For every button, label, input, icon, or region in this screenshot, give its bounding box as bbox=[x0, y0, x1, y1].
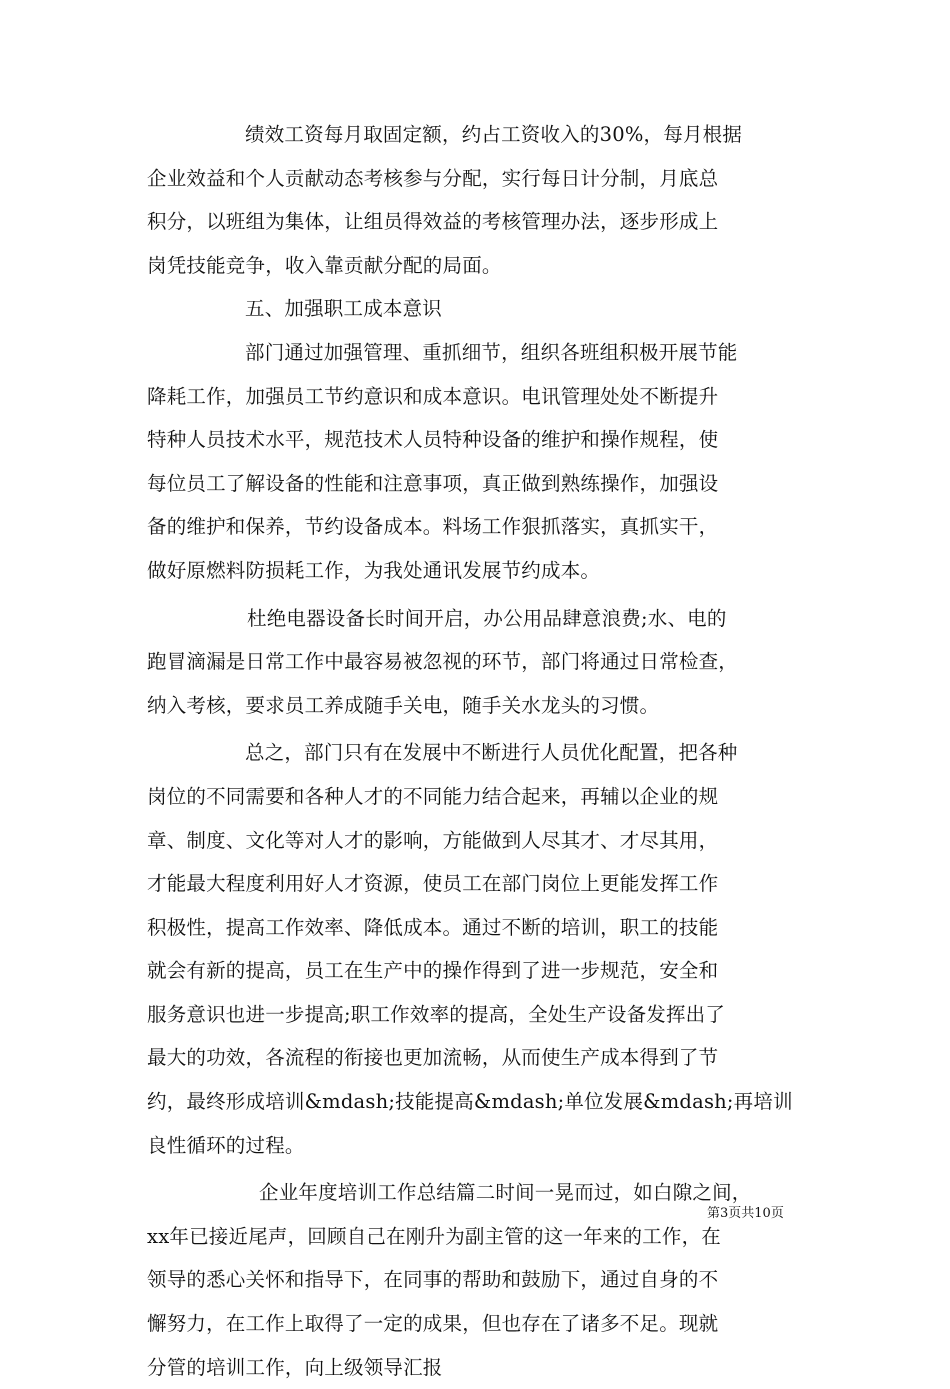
paragraph-line: 跑冒滴漏是日常工作中最容易被忽视的环节，部门将通过日常检查， bbox=[147, 650, 739, 674]
paragraph-line: xx年已接近尾声，回顾自己在刚升为副主管的这一年来的工作，在 bbox=[147, 1224, 721, 1248]
paragraph-line: 岗位的不同需要和各种人才的不同能力结合起来，再辅以企业的规 bbox=[147, 784, 719, 808]
paragraph-line: 分管的培训工作，向上级领导汇报 bbox=[147, 1355, 443, 1379]
paragraph-line: 积极性，提高工作效率、降低成本。通过不断的培训，职工的技能 bbox=[147, 915, 719, 939]
paragraph-line: 特种人员技术水平，规范技术人员特种设备的维护和操作规程，使 bbox=[147, 428, 719, 452]
paragraph-line: 杜绝电器设备长时间开启，办公用品肆意浪费;水、电的 bbox=[247, 606, 727, 630]
document-body bbox=[147, 113, 812, 1389]
paragraph-line: 企业效益和个人贡献动态考核参与分配，实行每日计分制，月底总 bbox=[147, 166, 719, 190]
paragraph-line: 部门通过加强管理、重抓细节，组织各班组积极开展节能 bbox=[245, 340, 738, 364]
paragraph-line: 每位员工了解设备的性能和注意事项，真正做到熟练操作，加强设 bbox=[147, 471, 719, 495]
paragraph-line: 备的维护和保养，节约设备成本。料场工作狠抓落实，真抓实干， bbox=[147, 515, 719, 539]
paragraph-line: 才能最大程度利用好人才资源，使员工在部门岗位上更能发挥工作 bbox=[147, 872, 719, 896]
paragraph-line: 岗凭技能竞争，收入靠贡献分配的局面。 bbox=[147, 253, 502, 277]
paragraph-line: 服务意识也进一步提高;职工作效率的提高，全处生产设备发挥出了 bbox=[147, 1002, 726, 1026]
paragraph-line: 降耗工作，加强员工节约意识和成本意识。电讯管理处处不断提升 bbox=[147, 384, 719, 408]
paragraph-line: 企业年度培训工作总结篇二时间一晃而过，如白隙之间， bbox=[259, 1181, 752, 1205]
paragraph-line: 约，最终形成培训&mdash;技能提高&mdash;单位发展&mdash;再培训 bbox=[147, 1090, 793, 1114]
page-number-footer: 第3页共10页 bbox=[707, 1206, 784, 1221]
paragraph-line: 最大的功效，各流程的衔接也更加流畅，从而使生产成本得到了节 bbox=[147, 1046, 719, 1070]
paragraph-line: 做好原燃料防损耗工作，为我处通讯发展节约成本。 bbox=[147, 558, 601, 582]
section-heading: 五、加强职工成本意识 bbox=[245, 297, 443, 321]
paragraph-line: 领导的悉心关怀和指导下，在同事的帮助和鼓励下，通过自身的不 bbox=[147, 1268, 719, 1292]
paragraph-line: 就会有新的提高，员工在生产中的操作得到了进一步规范，安全和 bbox=[147, 959, 719, 983]
paragraph-line: 懈努力，在工作上取得了一定的成果，但也存在了诸多不足。现就 bbox=[147, 1312, 719, 1336]
paragraph-line: 绩效工资每月取固定额，约占工资收入的30%，每月根据 bbox=[245, 123, 743, 146]
paragraph-line: 良性循环的过程。 bbox=[147, 1133, 305, 1157]
paragraph-line: 积分，以班组为集体，让组员得效益的考核管理办法，逐步形成上 bbox=[147, 210, 719, 234]
paragraph-line: 章、制度、文化等对人才的影响，方能做到人尽其才、才尽其用， bbox=[147, 828, 719, 852]
paragraph-line: 总之，部门只有在发展中不断进行人员优化配置，把各种 bbox=[245, 741, 738, 765]
paragraph-line: 纳入考核，要求员工养成随手关电，随手关水龙头的习惯。 bbox=[147, 693, 660, 717]
